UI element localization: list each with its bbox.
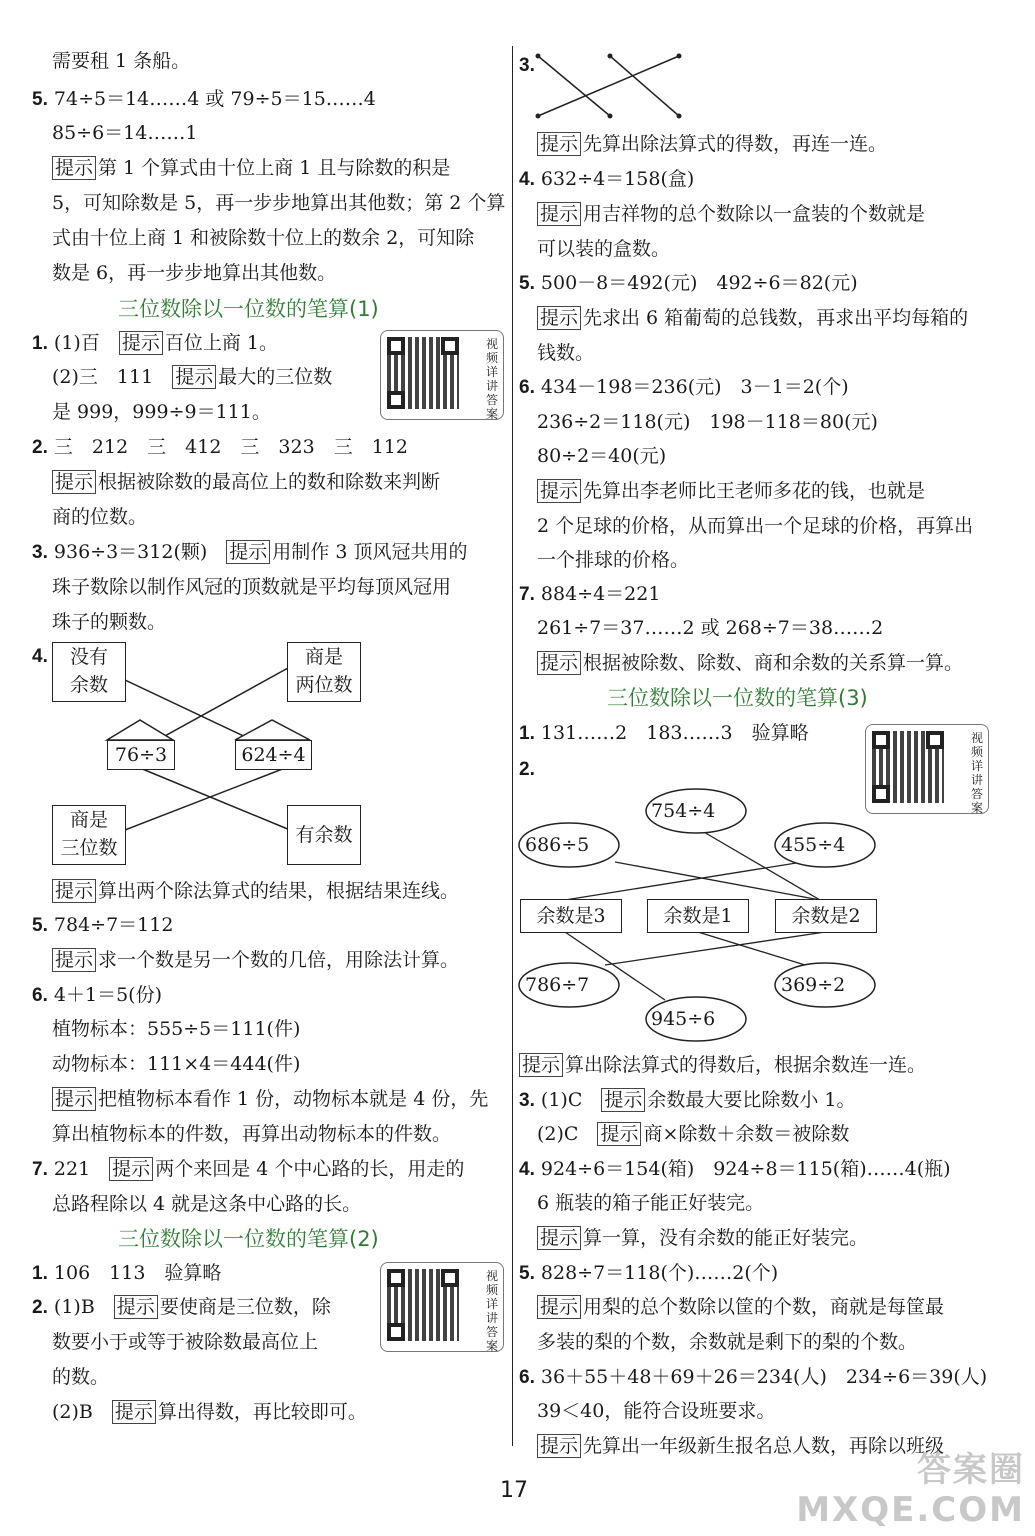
oval-686: 686÷5 [525,834,590,856]
hint-line: 提示 第 1 个算式由十位上商 1 且与除数的积是 [52,155,450,181]
hint-line: 提示 先算出除法算式的得数，再连一连。 [537,131,887,157]
oval-754: 754÷4 [651,800,716,822]
question-3: 3. (1)C 提示 余数最大要比除数小 1。 [519,1089,856,1111]
oval-945: 945÷6 [651,1008,716,1030]
page-number: 17 [500,1478,528,1503]
hint-line: 可以装的盒数。 [537,238,671,260]
question-5: 5. 74÷5＝14……4 或 79÷5＝15……4 [32,88,376,110]
hint-line: 式由十位上商 1 和被除数十位上的数余 2，可知除 [52,227,475,249]
question-5: 5. 828÷7＝118(个)……2(个) [519,1262,779,1284]
oval-369: 369÷2 [781,974,846,996]
hint-line: 提示 算出两个除法算式的结果，根据结果连线。 [52,878,459,904]
text-line: 85÷6＝14……1 [52,122,198,144]
question-6: 6. 36＋55＋48＋69＋26＝234(人) 234÷6＝39(人) [519,1366,988,1388]
hint-line: 提示 算一算，没有余数的能正好装完。 [537,1225,868,1251]
question-2: 2. [519,759,535,780]
oval-786: 786÷7 [525,974,590,996]
section-title: 三位数除以一位数的笔算(3) [607,686,868,710]
hint-line: 算出植物标本的件数，再算出动物标本的件数。 [52,1123,452,1145]
qr-label: 视频详讲答案 [485,1269,498,1353]
text-line: 80÷2＝40(元) [537,445,667,467]
house-expression-right: 624÷4 [235,740,312,770]
hint-line: 提示 求一个数是另一个数的几倍，用除法计算。 [52,947,459,973]
text-line: 的数。 [52,1366,110,1388]
hint-line: 提示 把植物标本看作 1 份，动物标本就是 4 份，先 [52,1086,488,1112]
hint-line: 提示 用吉祥物的总个数除以一盒装的个数就是 [537,201,925,227]
text-line: 需要租 1 条船。 [52,50,191,72]
section-title: 三位数除以一位数的笔算(2) [118,1227,379,1251]
question-3: 3. 936÷3＝312(颗) 提示 用制作 3 顶风冠共用的 [32,541,468,563]
hint-line: 钱数。 [537,342,595,364]
text-line: 是 999，999÷9＝111。 [52,401,271,423]
hint-line: 提示 用梨的总个数除以筐的个数，商就是每筐最 [537,1294,944,1320]
question-4: 4. 632÷4＝158(盒) [519,168,695,190]
text-line: 植物标本：555÷5＝111(件) [52,1018,301,1040]
text-line: 数要小于或等于被除数最高位上 [52,1331,319,1353]
question-1: 1. 106 113 验算略 [32,1262,222,1284]
rect-remainder-1: 余数是1 [647,899,749,933]
text-line: 261÷7＝37……2 或 268÷7＝38……2 [537,617,884,639]
question-4: 4. 924÷6＝154(箱) 924÷8＝115(箱)……4(瓶) [519,1158,951,1180]
watermark: 答案圈 MXQE.COM [796,1450,1025,1530]
hint-line: 珠子的颗数。 [52,611,167,633]
box-has-remainder: 有余数 [287,805,361,865]
hint-line: 珠子数除以制作风冠的顶数就是平均每顶风冠用 [52,576,452,598]
hint-line: 2 个足球的价格，从而算出一个足球的价格，再算出 [537,515,974,537]
hint-line: 提示 算出除法算式的得数后，根据余数连一连。 [519,1052,926,1078]
text-line: 6 瓶装的箱子能正好装完。 [537,1192,765,1214]
question-6: 6. 434－198＝236(元) 3－1＝2(个) [519,376,849,398]
hint-line: 商的位数。 [52,506,148,528]
question-4: 4. [32,646,48,667]
section-title: 三位数除以一位数的笔算(1) [118,297,379,321]
box-three-digit-quotient: 商是 三位数 [52,805,126,865]
qr-label: 视频详讲答案 [485,337,498,421]
qr-label: 视频详讲答案 [970,731,983,815]
hint-line: 一个排球的价格。 [537,549,690,571]
question-7: 7. 221 提示 两个来回是 4 个中心路的长，用走的 [32,1158,465,1180]
question-5: 5. 500－8＝492(元) 492÷6＝82(元) [519,272,858,294]
text-line: (2)三 111 提示 最大的三位数 [52,366,333,388]
question-2: 2. 三 212 三 412 三 323 三 112 [32,436,408,458]
text-line: (2)C 提示 商×除数＋余数＝被除数 [537,1123,850,1145]
text-line: 动物标本：111×4＝444(件) [52,1053,301,1075]
question-1: 1. 131……2 183……3 验算略 [519,722,809,744]
question-6: 6. 4＋1＝5(份) [32,984,162,1006]
hint-line: 提示 先算出李老师比王老师多花的钱，也就是 [537,478,925,504]
text-line: 39＜40，能符合设班要求。 [537,1400,776,1422]
rect-remainder-3: 余数是3 [520,899,622,933]
rect-remainder-2: 余数是2 [775,899,877,933]
hint-line: 5，可知除数是 5，再一步步地算出其他数；第 2 个算 [52,192,506,214]
hint-line: 提示 先求出 6 箱葡萄的总钱数，再求出平均每箱的 [537,305,968,331]
box-two-digit-quotient: 商是 两位数 [287,642,361,702]
qr-code[interactable] [380,1262,504,1352]
hint-line: 多装的梨的个数，余数就是剩下的梨的个数。 [537,1331,918,1353]
question-2: 2. (1)B 提示 要使商是三位数，除 [32,1296,331,1318]
hint-line: 总路程除以 4 就是这条中心路的长。 [52,1193,362,1215]
text-line: 236÷2＝118(元) 198－118＝80(元) [537,411,878,433]
hint-line: 提示 根据被除数的最高位上的数和除数来判断 [52,469,440,495]
hint-line: 提示 先算出一年级新生报名总人数，再除以班级 [537,1433,944,1459]
box-no-remainder: 没有 余数 [52,642,126,702]
question-1: 1. (1)百 提示 百位上商 1。 [32,332,278,354]
oval-455: 455÷4 [781,834,846,856]
question-5: 5. 784÷7＝112 [32,914,174,936]
house-expression-left: 76÷3 [107,740,175,770]
hint-line: 数是 6，再一步步地算出其他数。 [52,262,337,284]
hint-line: 提示 根据被除数、除数、商和余数的关系算一算。 [537,650,963,676]
column-divider [512,46,513,1446]
text-line: (2)B 提示 算出得数，再比较即可。 [52,1401,367,1423]
question-7: 7. 884÷4＝221 [519,583,661,605]
question-3: 3. [519,55,535,76]
